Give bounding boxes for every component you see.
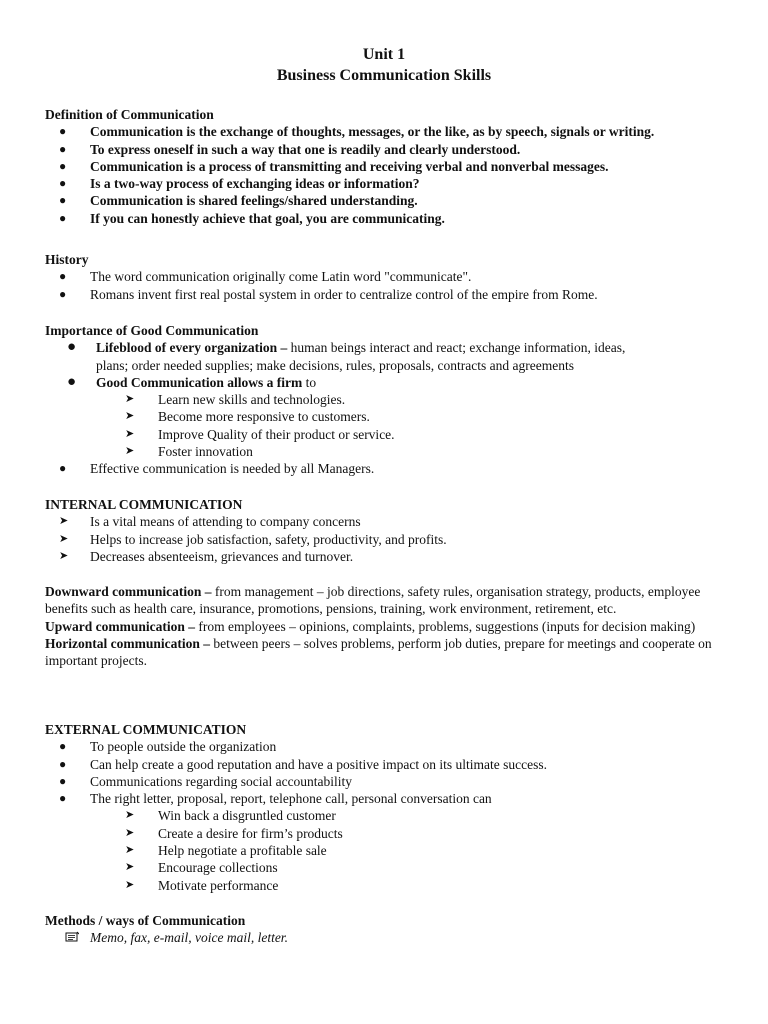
upward-paragraph: Upward communication – from employees – opinions, complaints, problems, suggestions (inputs for decision making)	[45, 618, 696, 634]
list-item: ● If you can honestly achieve that goal, you are communicating.	[59, 210, 445, 226]
bullet-icon: ●	[59, 739, 67, 754]
bullet-icon: ●	[59, 193, 67, 208]
list-item: ● Good Communication allows a firm to	[67, 373, 317, 390]
section-importance	[45, 322, 735, 478]
section-definition	[45, 106, 735, 227]
section-heading: EXTERNAL COMMUNICATION	[45, 722, 247, 737]
sub-list-item: ➤ Foster innovation	[125, 444, 253, 460]
bullet-icon: ●	[59, 141, 67, 156]
bullet-icon: ●	[59, 756, 67, 771]
list-item: ➤ Is a vital means of attending to company concerns	[59, 514, 361, 530]
list-item: ➤ Decreases absenteeism, grievances and turnover.	[59, 548, 354, 564]
arrow-bullet-icon: ➤	[125, 410, 135, 423]
list-item: ● Communications regarding social accountability	[59, 773, 353, 789]
horizontal-paragraph: Horizontal communication – between peers – solves problems, perform job duties, prepare for meetings and cooperate on important projects.	[45, 635, 712, 669]
bullet-icon: ●	[59, 286, 67, 301]
bullet-icon: ●	[59, 158, 67, 173]
bullet-icon: ●	[67, 373, 77, 390]
bullet-icon: ●	[59, 791, 67, 806]
bullet-icon: ●	[59, 124, 67, 139]
list-item: ● Communication is shared feelings/shared understanding.	[59, 193, 418, 209]
arrow-bullet-icon: ➤	[59, 532, 69, 545]
list-item: ● Is a two-way process of exchanging ideas or information?	[59, 176, 420, 192]
section-heading: Definition of Communication	[45, 107, 214, 122]
list-item: Memo, fax, e-mail, voice mail, letter.	[45, 929, 735, 946]
section-internal	[45, 496, 735, 565]
sub-list-item: ➤ Learn new skills and technologies.	[125, 392, 346, 408]
page-title: Business Communication Skills	[276, 67, 492, 84]
bullet-icon: ●	[59, 461, 67, 476]
list-item: ● Communication is the exchange of thoughts, messages, or the like, as by speech, signals or writing.	[59, 124, 655, 140]
unit-title: Unit 1	[362, 46, 406, 63]
sub-list-item: ➤ Become more responsive to customers.	[125, 409, 370, 425]
section-heading: Importance of Good Communication	[45, 323, 259, 338]
arrow-bullet-icon: ➤	[125, 427, 135, 440]
list-item-continuation: plans; order needed supplies; make decisions, rules, proposals, contracts and agreements	[96, 357, 574, 373]
sub-list-item: ➤ Motivate performance	[125, 877, 279, 893]
section-external	[45, 721, 735, 894]
section-heading: History	[45, 252, 89, 267]
memo-icon	[65, 931, 79, 943]
bullet-icon: ●	[67, 339, 77, 356]
bullet-icon: ●	[59, 269, 67, 284]
sub-list-item: ➤ Improve Quality of their product or service.	[125, 426, 395, 442]
section-history	[45, 251, 735, 303]
list-item: ➤ Helps to increase job satisfaction, safety, productivity, and profits.	[59, 531, 447, 547]
arrow-bullet-icon: ➤	[125, 878, 135, 891]
list-item: ● Romans invent first real postal system in order to centralize control of the empire from Rome.	[59, 286, 598, 302]
section-heading: INTERNAL COMMUNICATION	[45, 497, 243, 512]
list-item: ● Communication is a process of transmitting and receiving verbal and nonverbal messages.	[59, 158, 609, 174]
sub-list-item: ➤ Encourage collections	[125, 860, 278, 876]
arrow-bullet-icon: ➤	[125, 809, 135, 822]
arrow-bullet-icon: ➤	[125, 826, 135, 839]
arrow-bullet-icon: ➤	[59, 549, 69, 562]
arrow-bullet-icon: ➤	[125, 445, 135, 458]
list-item: ● The word communication originally come Latin word "communicate".	[59, 269, 472, 285]
list-item: ● Effective communication is needed by all Managers.	[59, 461, 375, 477]
bullet-icon: ●	[59, 773, 67, 788]
section-communication-flows	[45, 583, 725, 669]
bullet-icon: ●	[59, 176, 67, 191]
downward-paragraph: Downward communication – from management – job directions, safety rules, organisation strategy, products, employee benefits such as health care, insurance, promotions, pensions, training, work environment, retirement, etc.	[45, 584, 701, 617]
arrow-bullet-icon: ➤	[125, 844, 135, 857]
bullet-icon: ●	[59, 210, 67, 225]
sub-list-item: ➤ Win back a disgruntled customer	[125, 808, 336, 824]
section-heading: Methods / ways of Communication	[45, 913, 246, 928]
arrow-bullet-icon: ➤	[125, 393, 135, 406]
list-item: ● To express oneself in such a way that one is readily and clearly understood.	[59, 141, 521, 157]
arrow-bullet-icon: ➤	[59, 515, 69, 528]
section-methods	[45, 912, 735, 947]
list-item: ● To people outside the organization	[59, 739, 277, 755]
list-item: ● The right letter, proposal, report, telephone call, personal conversation can	[59, 791, 492, 807]
list-item: ● Lifeblood of every organization – human beings interact and react; exchange information, ideas,	[67, 339, 626, 356]
arrow-bullet-icon: ➤	[125, 861, 135, 874]
sub-list-item: ➤ Help negotiate a profitable sale	[125, 843, 327, 859]
list-item: ● Can help create a good reputation and have a positive impact on its ultimate success.	[59, 756, 547, 772]
sub-list-item: ➤ Create a desire for firm’s products	[125, 825, 343, 841]
